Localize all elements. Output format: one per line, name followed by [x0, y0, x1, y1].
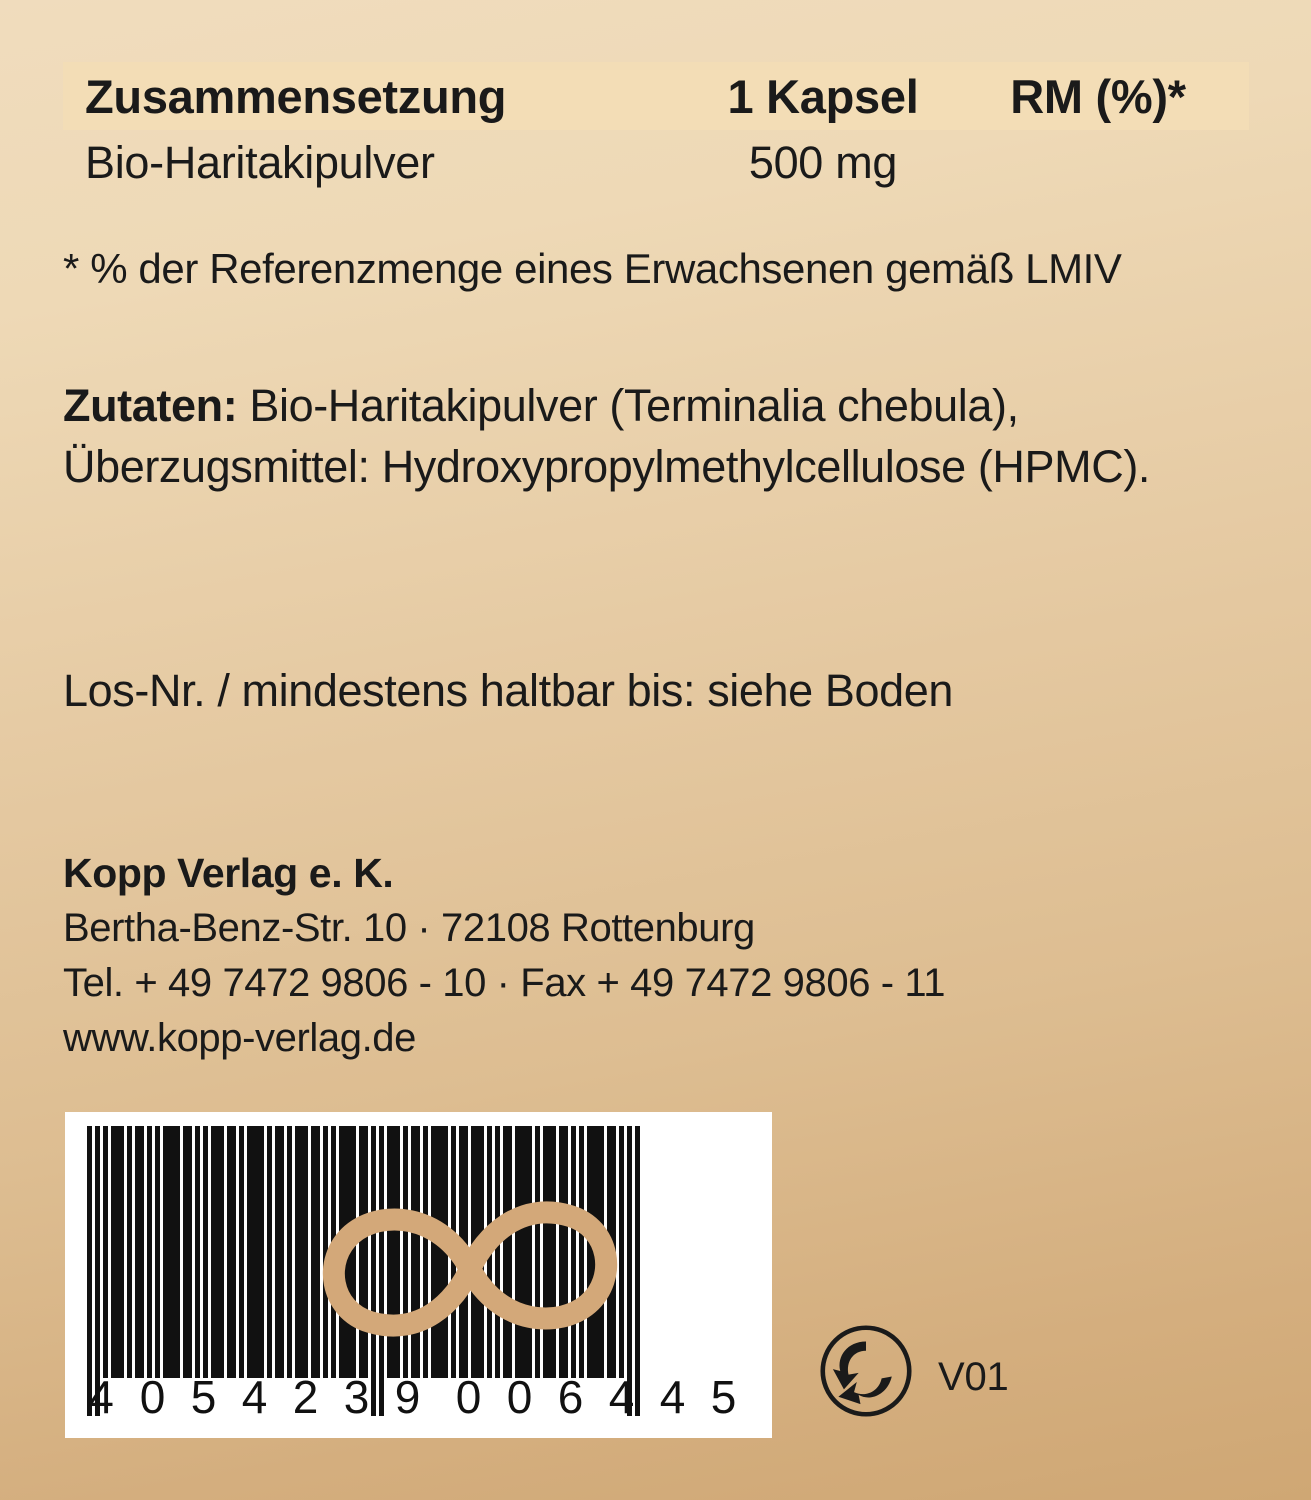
version-code: V01	[938, 1355, 1009, 1399]
lot-best-before-line: Los-Nr. / mindestens haltbar bis: siehe Boden	[63, 665, 953, 716]
column-header-rm-percent: RM (%)*	[1010, 69, 1186, 123]
table-row	[63, 130, 1249, 196]
ingredients-paragraph	[63, 375, 1243, 497]
barcode-digit: 5	[190, 1371, 217, 1423]
barcode-digit: 9	[394, 1371, 421, 1423]
barcode-digit: 4	[608, 1371, 635, 1423]
barcode-digit: 4	[241, 1371, 268, 1423]
company-name: Kopp Verlag e. K.	[63, 850, 394, 896]
barcode-digit: 6	[557, 1371, 584, 1423]
manufacturer-address	[63, 845, 945, 1066]
company-phone-fax: Tel. + 49 7472 9806 - 10 · Fax + 49 7472 9806 - 11	[63, 960, 946, 1005]
barcode-digit: 0	[139, 1371, 166, 1423]
barcode-digit: 0	[455, 1371, 482, 1423]
barcode-digit: 4	[659, 1371, 686, 1423]
barcode-digit: 4	[88, 1371, 114, 1423]
company-street: Bertha-Benz-Str. 10 · 72108 Rottenburg	[63, 906, 755, 951]
table-header-row	[63, 62, 1249, 130]
cell-ingredient-name: Bio-Haritakipulver	[85, 137, 435, 188]
barcode-digit: 0	[506, 1371, 533, 1423]
barcode-bars	[87, 1126, 643, 1378]
barcode-digits	[65, 1370, 772, 1424]
column-header-composition: Zusammensetzung	[85, 69, 507, 123]
green-dot-recycling-icon	[820, 1325, 912, 1417]
company-website: www.kopp-verlag.de	[63, 1015, 416, 1060]
barcode-digit: 2	[292, 1371, 319, 1423]
barcode-digit: 5	[710, 1371, 737, 1423]
cell-ingredient-amount: 500 mg	[748, 137, 898, 188]
ingredients-label: Zutaten:	[63, 380, 238, 431]
barcode	[65, 1112, 772, 1438]
table-footnote: * % der Referenzmenge eines Erwachsenen gemäß LMIV	[63, 245, 1122, 292]
barcode-digit: 3	[343, 1371, 370, 1423]
ingredients-text: Bio-Haritakipulver (Terminalia chebula), Überzugsmittel: Hydroxypropylmethylcellulose (HPMC).	[63, 380, 1151, 493]
column-header-per-capsule: 1 Kapsel	[727, 69, 919, 123]
nutrition-table	[63, 62, 1249, 196]
